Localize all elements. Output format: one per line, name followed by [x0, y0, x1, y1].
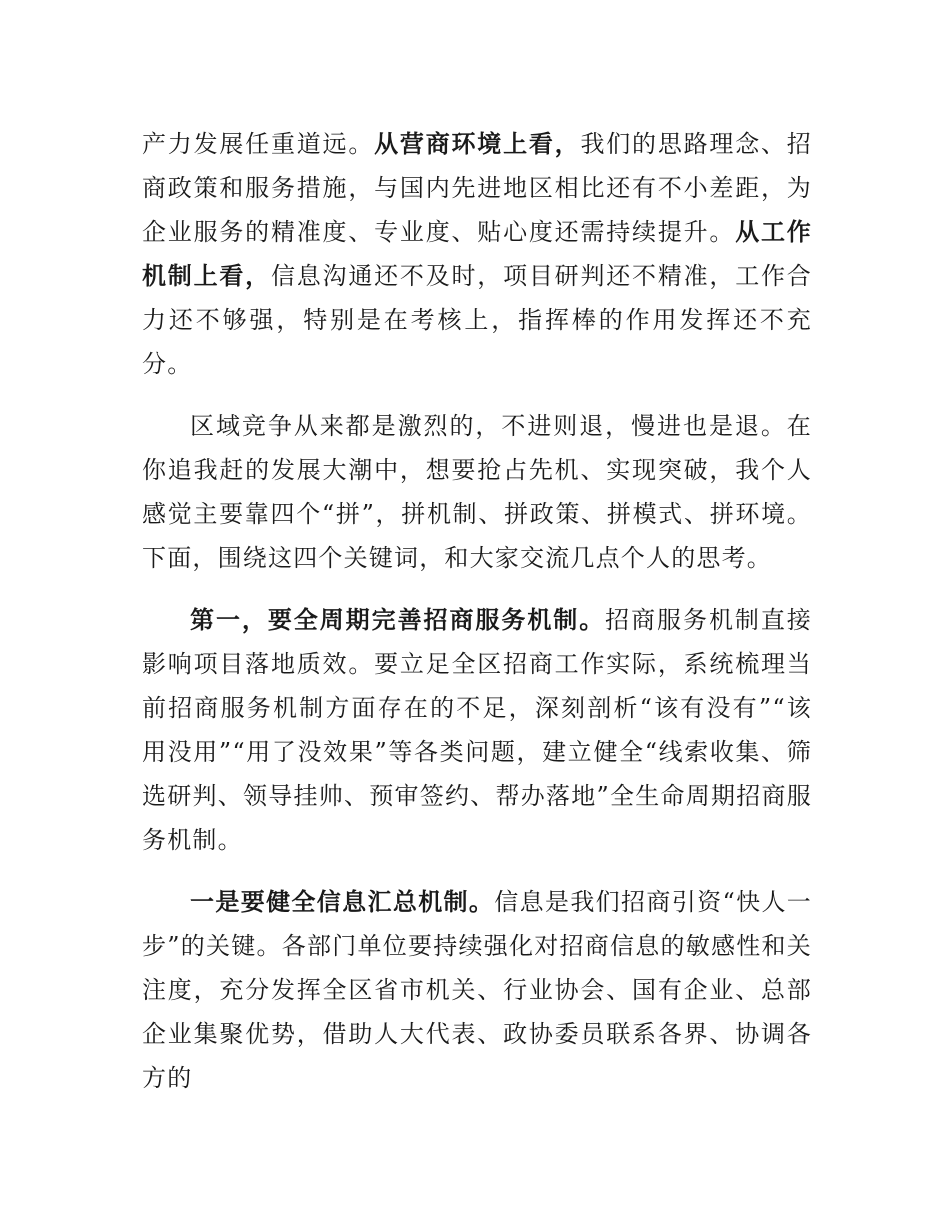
paragraph-2 [142, 404, 812, 580]
paragraph-1-text-3: 信息沟通还不及时，项目研判还不精准，工作合力还不够强，特别是在考核上，指挥棒的作用发挥还不充分。 [142, 262, 813, 378]
paragraph-1 [142, 122, 812, 386]
paragraph-3 [142, 598, 812, 862]
paragraph-1-text-1: 产力发展任重道远。 [142, 130, 375, 158]
paragraph-2-text-1: 区域竞争从来都是激烈的，不进则退，慢进也是退。在你追我赶的发展大潮中，想要抢占先机、实现突破，我个人感觉主要靠四个“拼”，拼机制、拼政策、拼模式、拼环境。下面，围绕这四个关键词，和大家交流几点个人的思考。 [142, 412, 812, 572]
paragraph-1-heading-work-mechanism: 从工作机制上看， [142, 218, 812, 290]
paragraph-1-heading-business-environment: 从营商环境上看， [374, 130, 581, 158]
paragraph-4 [142, 880, 812, 1100]
paragraph-3-text-1: 招商服务机制直接影响项目落地质效。要立足全区招商工作实际，系统梳理当前招商服务机制方面存在的不足，深刻剖析“该有没有”“该用没用”“用了没效果”等各类问题，建立健全“线索收集、筛选研判、领导挂帅、预审签约、帮办落地”全生命周期招商服务机制。 [142, 606, 812, 854]
paragraph-4-heading-information-mechanism: 一是要健全信息汇总机制。 [190, 888, 495, 916]
document-page [142, 122, 812, 1118]
paragraph-3-heading-first: 第一，要全周期完善招商服务机制。 [190, 606, 606, 634]
paragraph-4-text-1: 信息是我们招商引资“快人一步”的关键。各部门单位要持续强化对招商信息的敏感性和关注度，充分发挥全区省市机关、行业协会、国有企业、总部企业集聚优势，借助人大代表、政协委员联系各界、协调各方的 [142, 888, 812, 1092]
paragraph-1-text-2: 我们的思路理念、招商政策和服务措施，与国内先进地区相比还有不小差距，为企业服务的精准度、专业度、贴心度还需持续提升。 [142, 130, 812, 246]
